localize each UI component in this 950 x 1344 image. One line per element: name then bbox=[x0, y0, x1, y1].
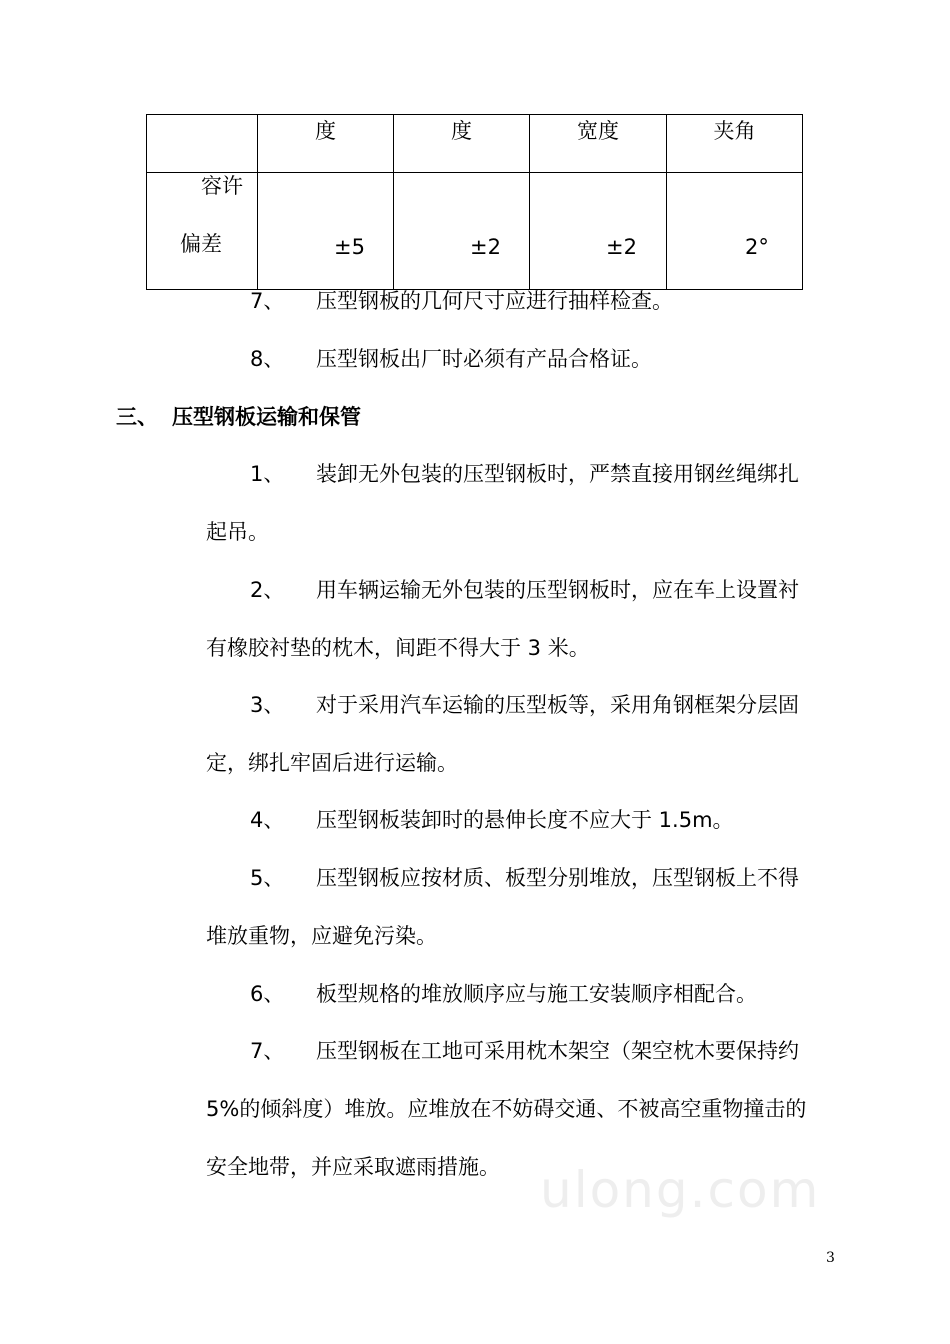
item-number: 6、 bbox=[250, 982, 285, 1006]
tolerance-table bbox=[146, 114, 803, 290]
item-number: 3、 bbox=[250, 693, 285, 717]
item-number: 8、 bbox=[250, 347, 285, 371]
table-header-cell: 度 bbox=[258, 115, 394, 173]
item-number: 1、 bbox=[250, 462, 285, 486]
item-text-continued: 有橡胶衬垫的枕木，间距不得大于 3 米。 bbox=[206, 636, 590, 660]
table-value-cell: ±5 bbox=[258, 173, 394, 290]
item-text-continued: 安全地带，并应采取遮雨措施。 bbox=[206, 1155, 500, 1179]
row-label-line1: 容许 bbox=[201, 174, 243, 198]
table-value-row bbox=[147, 173, 803, 290]
section-number: 三、 bbox=[116, 405, 158, 429]
item-text-continued: 堆放重物，应避免污染。 bbox=[206, 924, 437, 948]
item-text: 用车辆运输无外包装的压型钢板时，应在车上设置衬 bbox=[316, 578, 799, 602]
section-title: 压型钢板运输和保管 bbox=[172, 405, 361, 429]
item-number: 7、 bbox=[250, 1039, 285, 1063]
table-header-cell: 夹角 bbox=[667, 115, 803, 173]
item-text: 压型钢板出厂时必须有产品合格证。 bbox=[316, 347, 652, 371]
item-text: 压型钢板应按材质、板型分别堆放，压型钢板上不得 bbox=[316, 866, 799, 890]
item-text-continued: 定，绑扎牢固后进行运输。 bbox=[206, 751, 458, 775]
item-number: 5、 bbox=[250, 866, 285, 890]
table-header-cell: 度 bbox=[394, 115, 530, 173]
table-value-cell: ±2 bbox=[530, 173, 667, 290]
item-text: 对于采用汽车运输的压型板等，采用角钢框架分层固 bbox=[316, 693, 799, 717]
table-header-cell bbox=[147, 115, 258, 173]
item-text: 板型规格的堆放顺序应与施工安装顺序相配合。 bbox=[316, 982, 757, 1006]
item-number: 4、 bbox=[250, 808, 285, 832]
item-text-continued: 起吊。 bbox=[206, 520, 269, 544]
table-header-cell: 宽度 bbox=[530, 115, 667, 173]
item-number: 2、 bbox=[250, 578, 285, 602]
item-text-continued: 5%的倾斜度）堆放。应堆放在不妨碍交通、不被高空重物撞击的 bbox=[206, 1097, 807, 1121]
page-number: 3 bbox=[826, 1250, 835, 1266]
item-text: 压型钢板在工地可采用枕木架空（架空枕木要保持约 bbox=[316, 1039, 799, 1063]
item-text: 压型钢板装卸时的悬伸长度不应大于 1.5m。 bbox=[316, 808, 734, 832]
item-text: 装卸无外包装的压型钢板时，严禁直接用钢丝绳绑扎 bbox=[316, 462, 799, 486]
item-number: 7、 bbox=[250, 289, 285, 313]
item-text: 压型钢板的几何尺寸应进行抽样检查。 bbox=[316, 289, 673, 313]
watermark: ulong.com bbox=[540, 1161, 821, 1219]
table-value-cell: ±2 bbox=[394, 173, 530, 290]
table-value-cell: 2° bbox=[667, 173, 803, 290]
row-label-line2: 偏差 bbox=[180, 232, 222, 256]
table-header-row bbox=[147, 115, 803, 173]
